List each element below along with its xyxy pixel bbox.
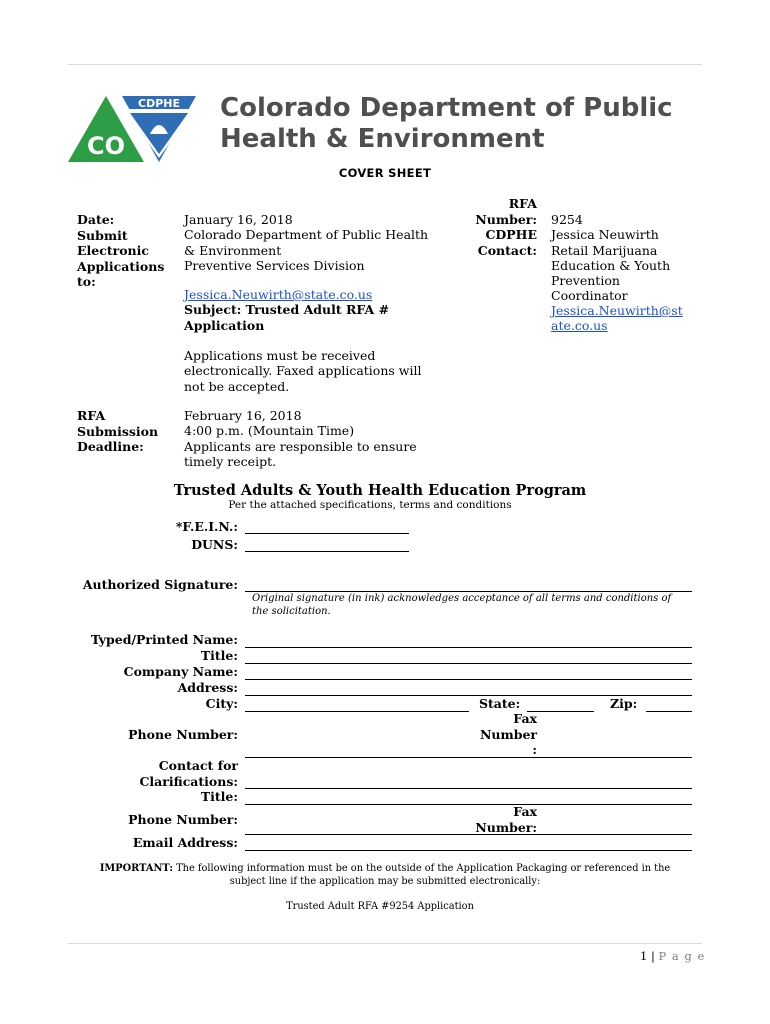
state-field[interactable] [527,711,594,712]
email-field[interactable] [245,850,692,851]
typed-name-field[interactable] [245,647,692,648]
page-title: Colorado Department of Public Health & Environment [220,93,673,154]
city-field[interactable] [245,711,469,712]
phone2-label: Phone Number: [128,812,238,827]
duns-field[interactable] [245,551,409,552]
auth-signature-label: Authorized Signature: [82,577,238,592]
zip-label: Zip: [610,696,638,711]
phone-fax-field[interactable] [245,757,692,758]
program-title: Trusted Adults & Youth Health Education Program [173,482,587,499]
top-rule [68,64,702,65]
subject-line: Subject: Trusted Adult RFA # Application [184,302,390,333]
title-field[interactable] [245,663,692,664]
important-note: IMPORTANT: The following information must be on the outside of the Application Packaging or referenced in the subject line if the application may be submitted electronically: [99,863,671,887]
contact-email-link[interactable]: Jessica.Neuwirth@st ate.co.us [551,303,683,334]
fax2-label: Fax Number: [475,804,537,835]
deadline-labels: RFA Submission Deadline: [77,408,159,454]
cdphe-logo [68,94,198,164]
logo-letters: CO [86,132,126,160]
contact-labels: Contact for Clarifications: Title: [139,758,238,804]
rfa-values: 9254 Jessica Neuwirth Retail Marijuana Education & Youth Prevention Coordinator [551,212,671,304]
fein-label: *F.E.I.N.: [175,519,238,534]
phone2-fax-field[interactable] [245,834,692,835]
company-name-field[interactable] [245,679,692,680]
program-subtitle: Per the attached specifications, terms and conditions [228,499,512,511]
zip-field[interactable] [646,711,692,712]
duns-label: DUNS: [191,537,238,552]
deadline-values: February 16, 2018 4:00 p.m. (Mountain Time) Applicants are responsible to ensure timely receipt. [184,408,417,469]
date-values: January 16, 2018 Colorado Department of Public Health & Environment Preventive Services Division [184,212,429,273]
date-labels: Date: Submit Electronic Applications to: [77,212,165,289]
phone-label: Phone Number: [128,727,238,742]
cover-sheet-heading: COVER SHEET [338,166,432,180]
electronic-note: Applications must be received electronically. Faxed applications will not be accepted. [184,348,422,394]
logo-top-text: CDPHE [138,97,180,110]
page-number: 1 | P a g e [640,949,706,963]
application-line: Trusted Adult RFA #9254 Application [286,901,474,912]
rfa-labels: RFA Number: CDPHE Contact: [475,196,537,258]
bottom-rule [68,943,702,944]
signature-note: Original signature (in ink) acknowledges acceptance of all terms and conditions of the solicitation. [252,593,672,617]
contact-field[interactable] [245,788,692,789]
email-label: Email Address: [132,835,238,850]
company-labels: Typed/Printed Name: Title: Company Name: Address: City: [90,632,238,711]
fein-field[interactable] [245,533,409,534]
submit-email-link[interactable]: Jessica.Neuwirth@state.co.us [184,287,373,302]
state-label: State: [479,696,521,711]
fax-label: Fax Number : [479,711,537,757]
